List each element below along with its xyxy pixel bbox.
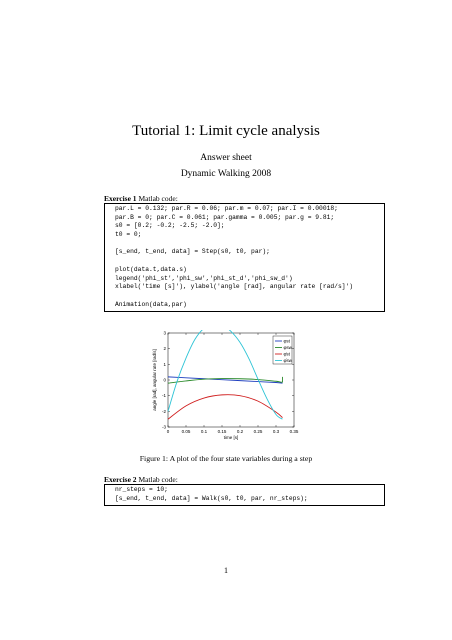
x-tick-label: 0.2 [236,429,244,434]
page-number: 1 [224,566,228,575]
legend-entry: φ̇sw [283,358,292,363]
document-subtitle: Answer sheet [200,153,252,163]
code-line [115,240,384,249]
x-tick-label: 0.1 [200,429,208,434]
code-line [115,257,384,266]
code-line: par.B = 0; par.C = 0.061; par.gamma = 0.005; par.g = 9.81; [115,213,335,221]
code-line [115,292,384,301]
exercise-1-heading [104,194,178,203]
y-tick-label: 0 [163,377,166,383]
legend-entry: φ̇st [283,351,290,357]
code-line: xlabel('time [s]'), ylabel('angle [rad], angular rate [rad/s]') [115,283,354,291]
y-tick-label: -3 [161,424,166,430]
code-line: [s_end, t_end, data] = Walk(s0, t0, par, nr_steps); [115,494,308,502]
x-tick-label: 0.25 [253,429,263,434]
x-axis-label: time [s] [223,435,239,440]
y-tick-label: 1 [163,361,166,367]
code-line: nr_steps = 10; [115,486,168,493]
state-variables-chart [150,330,310,446]
code-line: plot(data.t,data.s) [115,265,187,273]
exercise-2-heading [104,475,178,484]
exercise-2-desc: Matlab code: [138,475,178,484]
document-title: Tutorial 1: Limit cycle analysis [132,123,320,139]
code-line: s0 = [0.2; -0.2; -2.5; -2.0]; [115,222,225,230]
figure-caption: Figure 1: A plot of the four state variables during a step [139,454,313,463]
legend-entry: φst [283,338,290,344]
y-tick-label: 3 [163,330,166,336]
x-tick-label: 0.3 [272,429,280,434]
x-tick-label: 0 [166,429,170,434]
x-tick-label: 0.05 [181,429,191,434]
document-event: Dynamic Walking 2008 [180,169,272,179]
y-tick-label: -1 [161,393,166,399]
y-tick-label: 2 [163,346,166,352]
exercise-1-desc: Matlab code: [138,194,178,203]
code-line: t0 = 0; [115,231,142,239]
code-line: legend('phi_st','phi_sw','phi_st_d','phi_sw_d') [115,274,293,282]
legend-entry: φsw [283,345,292,350]
exercise-2-label: Exercise 2 [104,475,137,484]
exercise-1-code-block [104,203,385,312]
exercise-2-code-block [104,484,385,506]
x-tick-label: 0.15 [217,429,227,434]
code-line: [s_end, t_end, data] = Step(s0, t0, par); [115,248,270,256]
x-tick-label: 0.35 [289,429,299,434]
y-axis-label: angle [rad], angular rate [rad/s] [152,349,157,411]
code-line: Animation(data,par) [115,300,187,308]
exercise-1-label: Exercise 1 [104,194,137,203]
code-line: par.L = 0.132; par.R = 0.06; par.m = 0.07; par.I = 0.00018; [115,205,338,212]
y-tick-label: -2 [161,408,166,414]
